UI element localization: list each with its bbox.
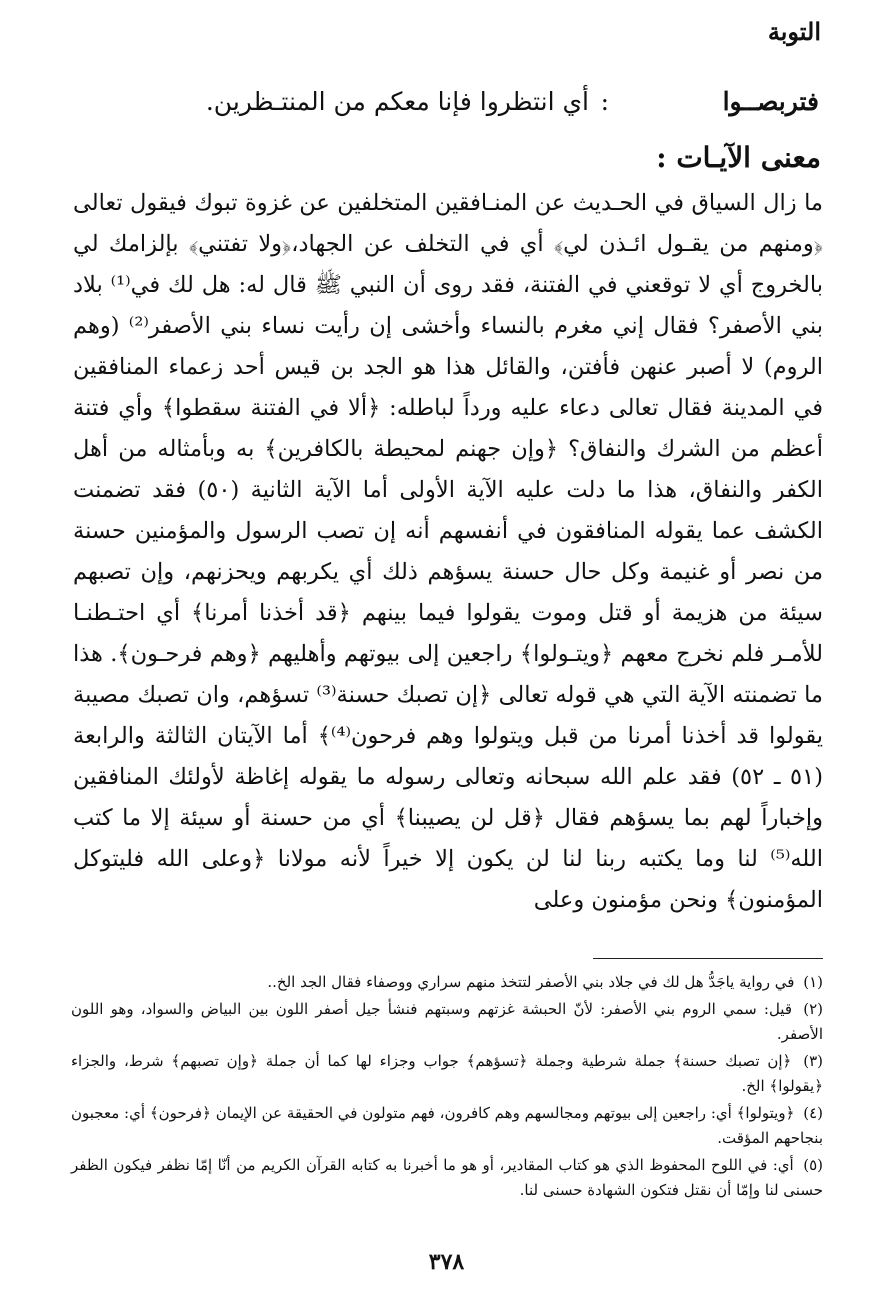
footnote-number: (٢)	[803, 1000, 823, 1018]
footnote-text: قيل: سمي الروم بني الأصفر: لأنّ الحبشة غزتهم وسبتهم فنشأ جيل أصفر اللون بين البياض والسواد، وهو اللون الأصفر.	[71, 1000, 823, 1043]
footnote-4	[71, 1101, 823, 1151]
footnote-5	[71, 1153, 823, 1203]
footnote-text: في رواية ياجَدُّ هل لك في جلاد بني الأصفر لتتخذ منهم سراري ووصفاء فقال الجد الخ..	[267, 973, 795, 991]
body-paragraph: ما زال السياق في الحـديث عن المنـافقين المتخلفين عن غزوة تبوك فيقول تعالى ﴿ومنهم من يقـول ائـذن لي﴾ أي في التخلف عن الجهاد،﴿ولا تفتني﴾ بإلزامك لي بالخروج أي لا توقعني في الفتنة، فقد روى أن النبي ﷺ قال له: هل لك في⁽¹⁾ بلاد بني الأصفر؟ فقال إني مغرم بالنساء وأخشى إن رأيت نساء بني الأصفر⁽²⁾ (وهم الروم) لا أصبر عنهن فأفتن، والقائل هذا هو الجد بن قيس أحد زعماء المنافقين في المدينة فقال تعالى دعاء عليه ورداً لباطله: ﴿ألا في الفتنة سقطوا﴾ وأي فتنة أعظم من الشرك والنفاق؟ ﴿وإن جهنم لمحيطة بالكافرين﴾ به وبأمثاله من أهل الكفر والنفاق، هذا ما دلت عليه الآية الأولى أما الآية الثانية (٥٠) فقد تضمنت الكشف عما يقوله المنافقون في أنفسهم أنه إن تصب الرسول والمؤمنين حسنة من نصر أو غنيمة وكل حال حسنة يسؤهم ذلك أي يكربهم ويحزنهم، وإن تصبهم سيئة من هزيمة أو قتل وموت يقولوا فيما بينهم ﴿قد أخذنا أمرنا﴾ أي احتـطنـا للأمـر فلم نخرج معهم ﴿ويتـولوا﴾ راجعين إلى بيوتهم وأهليهم ﴿وهم فرحـون﴾. هذا ما تضمنته الآية التي هي قوله تعالى ﴿إن تصبك حسنة⁽³⁾ تسؤهم، وان تصبك مصيبة يقولوا قد أخذنا أمرنا من قبل ويتولوا وهم فرحون⁽⁴⁾﴾ أما الآيتان الثالثة والرابعة (٥١ ـ ٥٢) فقد علم الله سبحانه وتعالى رسوله ما يقوله إغاظة لأولئك المنافقين وإخباراً لهم بما يسؤهم فقال ﴿قل لن يصيبنا﴾ أي من حسنة أو سيئة إلا ما كتب الله⁽⁵⁾ لنا وما يكتبه ربنا لنا لن يكون إلا خيراً لأنه مولانا ﴿وعلى الله فليتوكل المؤمنون﴾ ونحن مؤمنون وعلى	[73, 190, 823, 913]
vocabulary-meaning: أي انتظروا فإنا معكم من المنتـظرين.	[205, 87, 589, 116]
footnote-number: (٥)	[803, 1156, 823, 1174]
footnote-3	[71, 1049, 823, 1099]
footnote-2	[71, 997, 823, 1047]
footnote-number: (٤)	[803, 1104, 823, 1122]
page-number: ٣٧٨	[428, 1249, 465, 1275]
footnotes-section	[71, 970, 823, 1205]
footnote-text: أي: في اللوح المحفوظ الذي هو كتاب المقادير، أو هو ما أخبرنا به كتابه القرآن الكريم من أنّا إمّا نظفر فيكون الظفر حسنى لنا وإمّا أن نقتل فتكون الشهادة حسنى لنا.	[71, 1156, 823, 1199]
vocabulary-word: فتربصــوا	[722, 87, 819, 116]
section-heading: معنى الآيـات :	[656, 141, 821, 174]
vocabulary-separator: :	[600, 87, 609, 116]
vocabulary-entry	[59, 82, 819, 122]
footnote-1	[71, 970, 823, 995]
footnote-number: (١)	[803, 973, 823, 991]
footnote-separator	[593, 958, 823, 959]
running-header-title: التوبة	[767, 17, 821, 46]
footnote-text: ﴿ويتولوا﴾ أي: راجعين إلى بيوتهم ومجالسهم وهم كافرون، فهم متولون في الحقيقة عن الإيمان ﴿فرحون﴾ أي: معجبون بنجاحهم المؤقت.	[71, 1104, 823, 1147]
footnote-text: ﴿إن تصبك حسنة﴾ جملة شرطية وجملة ﴿تسؤهم﴾ جواب وجزاء لها كما أن جملة ﴿وإن تصبهم﴾ شرط، والجزاء ﴿يقولوا﴾ الخ.	[71, 1052, 823, 1095]
footnote-number: (٣)	[803, 1052, 823, 1070]
